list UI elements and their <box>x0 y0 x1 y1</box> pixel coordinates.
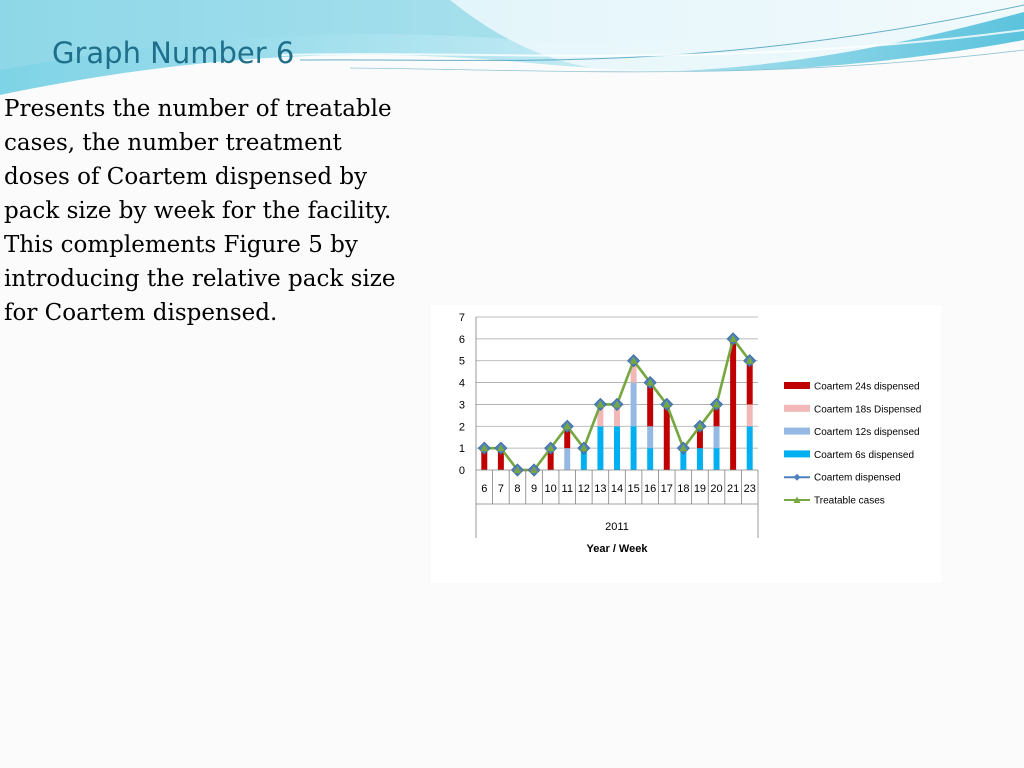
x-tick-label: 14 <box>610 483 624 495</box>
legend-label: Coartem 18s Dispensed <box>814 404 922 416</box>
x-tick-label: 17 <box>660 483 673 495</box>
bar-segment <box>647 426 653 448</box>
x-tick-label: 23 <box>743 483 756 495</box>
legend-label: Coartem 6s dispensed <box>814 449 915 461</box>
bar-segment <box>647 448 653 470</box>
x-tick-label: 20 <box>710 483 723 495</box>
bar-segment <box>564 448 570 470</box>
y-tick-label: 1 <box>458 443 465 456</box>
bar-segment <box>614 426 620 470</box>
x-tick-label: 18 <box>677 483 690 495</box>
x-group-label: 2011 <box>605 521 629 533</box>
bar-segment <box>664 404 670 470</box>
y-tick-label: 0 <box>458 465 465 477</box>
x-axis-title: Year / Week <box>586 543 648 555</box>
x-tick-label: 10 <box>544 483 557 495</box>
x-tick-label: 19 <box>693 483 707 495</box>
bar-segment <box>597 426 603 470</box>
bar-segment <box>714 448 720 470</box>
bar-segment <box>631 426 637 470</box>
x-tick-label: 15 <box>627 483 640 495</box>
legend-swatch <box>784 428 810 435</box>
y-tick-label: 3 <box>458 399 465 412</box>
bar-segment <box>631 383 637 427</box>
bar-segment <box>730 339 736 470</box>
x-tick-label: 7 <box>497 483 504 495</box>
slide-title: Graph Number 6 <box>52 36 295 70</box>
y-tick-label: 6 <box>458 333 465 346</box>
x-tick-label: 9 <box>530 483 538 495</box>
legend-marker <box>794 474 801 481</box>
legend-swatch <box>784 450 810 457</box>
y-tick-label: 2 <box>458 421 465 434</box>
x-tick-label: 12 <box>577 483 590 495</box>
legend-label: Coartem dispensed <box>814 472 901 484</box>
bar-segment <box>697 448 703 470</box>
y-tick-label: 7 <box>458 312 465 324</box>
legend-label: Coartem 12s dispensed <box>814 427 920 439</box>
legend-swatch <box>784 405 810 412</box>
x-tick-label: 21 <box>726 483 740 495</box>
x-tick-label: 8 <box>514 483 521 495</box>
bar-segment <box>747 404 753 426</box>
stacked-bar-line-chart <box>431 305 941 583</box>
bar-segment <box>747 426 753 470</box>
x-tick-label: 13 <box>594 483 607 495</box>
bar-segment <box>714 426 720 448</box>
x-tick-label: 6 <box>481 483 488 495</box>
y-tick-label: 5 <box>458 355 465 368</box>
legend-label: Treatable cases <box>814 495 885 507</box>
slide-body-text: Presents the number of treatable cases, the number treatment doses of Coartem dispensed by pack size by week for the facility. This complements Figure 5 by introducing the relative pack size for Coartem dispensed. <box>4 96 396 326</box>
legend-label: Coartem 24s dispensed <box>814 381 920 393</box>
x-tick-label: 16 <box>644 483 657 495</box>
x-tick-label: 11 <box>561 483 573 495</box>
y-tick-label: 4 <box>458 377 465 390</box>
chart-panel <box>431 305 941 583</box>
legend-swatch <box>784 382 810 389</box>
